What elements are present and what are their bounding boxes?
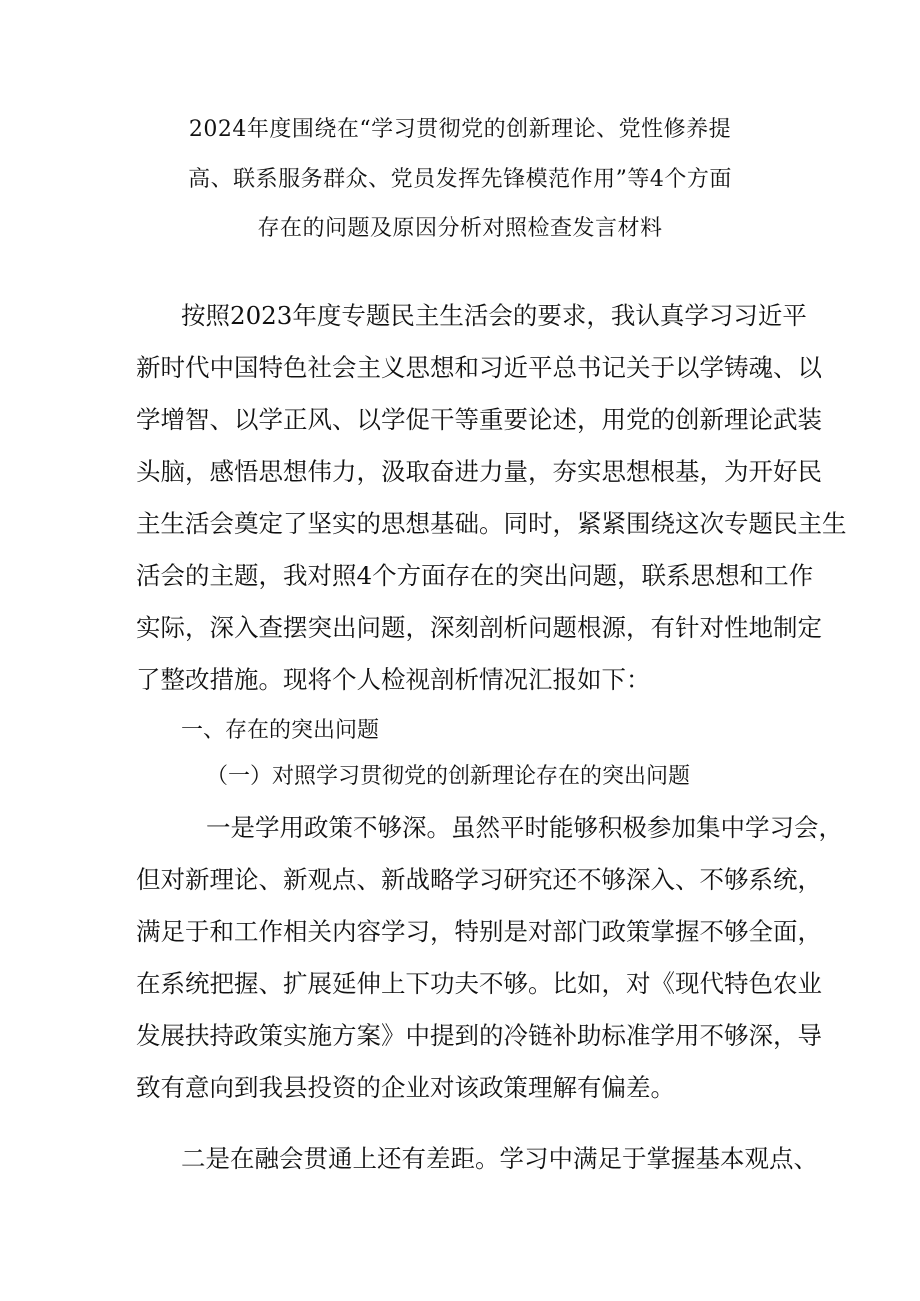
subsection-heading: （一）对照学习贯彻党的创新理论存在的突出问题	[206, 764, 691, 789]
point1-line-4: 在系统把握、扩展延伸上下功夫不够。比如，对《现代特色农业	[136, 969, 822, 998]
intro-line-8: 了整改措施。现将个人检视剖析情况汇报如下：	[136, 665, 651, 694]
intro-line-1: 按照2023年度专题民主生活会的要求，我认真学习习近平	[181, 301, 807, 330]
point2-line-1: 二是在融会贯通上还有差距。学习中满足于掌握基本观点、	[181, 1144, 818, 1173]
intro-line-7: 实际，深入查摆突出问题，深刻剖析问题根源，有针对性地制定	[136, 613, 822, 642]
document-title-line-1: 2024年度围绕在“学习贯彻党的创新理论、党性修养提	[188, 117, 732, 142]
intro-line-2: 新时代中国特色社会主义思想和习近平总书记关于以学铸魂、以	[136, 353, 822, 382]
intro-line-3: 学增智、以学正风、以学促干等重要论述，用党的创新理论武装	[136, 405, 822, 434]
point1-line-3: 满足于和工作相关内容学习，特别是对部门政策掌握不够全面，	[136, 917, 822, 946]
intro-line-4: 头脑，感悟思想伟力，汲取奋进力量，夯实思想根基，为开好民	[136, 457, 822, 486]
intro-line-6: 活会的主题，我对照4个方面存在的突出问题，联系思想和工作	[136, 561, 814, 590]
point1-line-2: 但对新理论、新观点、新战略学习研究还不够深入、不够系统，	[136, 865, 822, 894]
point1-line-5: 发展扶持政策实施方案》中提到的冷链补助标准学用不够深，导	[136, 1021, 822, 1050]
intro-line-5: 主生活会奠定了坚实的思想基础。同时，紧紧围绕这次专题民主生	[136, 509, 847, 538]
point1-line-1: 一是学用政策不够深。虽然平时能够积极参加集中学习会，	[206, 813, 843, 842]
point1-line-6: 致有意向到我县投资的企业对该政策理解有偏差。	[136, 1073, 675, 1102]
document-title-line-3: 存在的问题及原因分析对照检查发言材料	[257, 216, 663, 241]
section-heading: 一、存在的突出问题	[181, 718, 380, 743]
document-title-line-2: 高、联系服务群众、党员发挥先锋模范作用”等4个方面	[188, 167, 732, 192]
